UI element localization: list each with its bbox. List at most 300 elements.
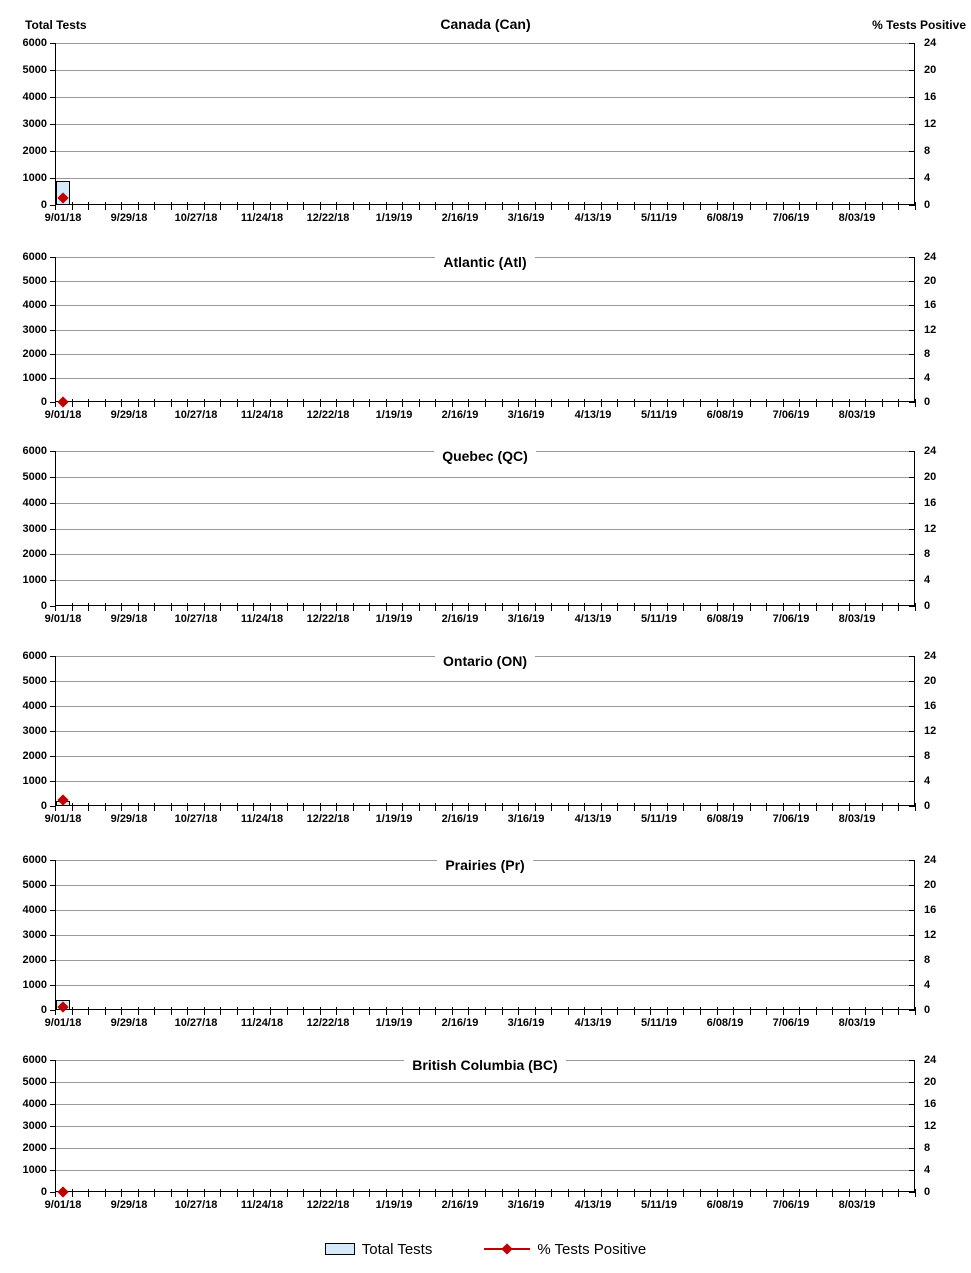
x-axis-tick <box>915 603 916 611</box>
right-axis-tick <box>909 281 915 282</box>
x-axis-tick-label: 10/27/18 <box>174 1017 218 1029</box>
x-axis-tick <box>733 202 734 210</box>
x-axis-tick <box>88 399 89 407</box>
x-axis-tick-label: 10/27/18 <box>174 409 218 421</box>
x-axis-tick <box>799 1007 800 1015</box>
x-axis-tick <box>402 1007 403 1015</box>
x-axis-tick-label: 6/08/19 <box>706 613 744 625</box>
left-axis-tick <box>50 756 55 757</box>
left-axis-tick-label: 0 <box>40 1186 47 1198</box>
x-axis-tick <box>601 202 602 210</box>
x-axis-tick-label: 10/27/18 <box>174 613 218 625</box>
x-axis-tick <box>865 202 866 210</box>
x-axis-tick <box>535 399 536 407</box>
x-axis-tick-label: 5/11/19 <box>640 613 678 625</box>
legend-label-pct-tests-positive: % Tests Positive <box>537 1240 647 1258</box>
x-axis-tick <box>204 202 205 210</box>
left-axis-line <box>55 451 56 606</box>
gridline-3000 <box>55 124 915 125</box>
x-axis-tick <box>121 803 122 811</box>
x-axis-tick <box>783 603 784 611</box>
x-axis-tick-label: 9/01/18 <box>44 813 82 825</box>
x-axis-tick <box>865 603 866 611</box>
x-axis-tick-label: 12/22/18 <box>306 409 350 421</box>
left-axis-tick-label: 1000 <box>22 372 47 384</box>
x-axis-tick <box>799 202 800 210</box>
gridline-3000 <box>55 529 915 530</box>
x-axis-tick-label: 12/22/18 <box>306 613 350 625</box>
right-axis-tick-label: 0 <box>924 1186 931 1198</box>
chart-title: Atlantic (Atl) <box>435 254 534 270</box>
left-axis-tick-label: 2000 <box>22 954 47 966</box>
left-axis-tick <box>50 70 55 71</box>
right-axis-tick <box>909 1170 915 1171</box>
x-axis-tick-label: 7/06/19 <box>772 1017 810 1029</box>
x-axis-tick <box>55 1189 56 1197</box>
x-axis-tick <box>237 803 238 811</box>
x-axis-tick-label: 9/29/18 <box>110 613 148 625</box>
x-axis-tick <box>485 1007 486 1015</box>
x-axis-tick <box>683 1189 684 1197</box>
left-axis-tick-label: 5000 <box>22 471 47 483</box>
x-axis-tick <box>121 1189 122 1197</box>
x-axis-tick <box>419 399 420 407</box>
x-axis-tick <box>667 1007 668 1015</box>
left-axis-tick-label: 5000 <box>22 675 47 687</box>
x-axis-tick <box>452 399 453 407</box>
x-axis-tick <box>865 803 866 811</box>
right-axis-tick-label: 8 <box>924 1142 931 1154</box>
gridline-6000 <box>55 43 915 44</box>
x-axis-tick <box>898 399 899 407</box>
x-axis-tick <box>601 603 602 611</box>
x-axis-tick <box>55 202 56 210</box>
left-axis-tick-label: 0 <box>40 396 47 408</box>
x-axis-tick <box>237 202 238 210</box>
x-axis-tick <box>915 803 916 811</box>
left-axis-tick <box>50 781 55 782</box>
x-axis-tick <box>849 603 850 611</box>
x-axis-tick <box>138 803 139 811</box>
x-axis-tick-label: 12/22/18 <box>306 1199 350 1211</box>
x-axis-tick <box>865 399 866 407</box>
x-axis-tick <box>402 1189 403 1197</box>
x-axis-tick <box>386 1007 387 1015</box>
x-axis-tick-label: 3/16/19 <box>507 212 545 224</box>
gridline-4000 <box>55 910 915 911</box>
left-axis-tick-label: 0 <box>40 600 47 612</box>
gridline-5000 <box>55 477 915 478</box>
x-axis-tick-label: 2/16/19 <box>441 813 479 825</box>
left-axis-tick <box>50 503 55 504</box>
gridline-5000 <box>55 681 915 682</box>
left-axis-tick-label: 4000 <box>22 497 47 509</box>
plot-area <box>22 251 937 421</box>
x-axis-tick-label: 6/08/19 <box>706 409 744 421</box>
x-axis-tick <box>502 1189 503 1197</box>
left-axis-tick-label: 3000 <box>22 725 47 737</box>
x-axis-tick-label: 9/01/18 <box>44 613 82 625</box>
left-axis-tick <box>50 97 55 98</box>
x-axis-tick <box>220 1189 221 1197</box>
x-axis-tick <box>849 803 850 811</box>
x-axis-tick <box>237 399 238 407</box>
x-axis-tick <box>88 202 89 210</box>
x-axis-tick <box>898 603 899 611</box>
right-axis-tick <box>909 1104 915 1105</box>
gridline-3000 <box>55 731 915 732</box>
x-axis-tick <box>535 202 536 210</box>
x-axis-tick <box>452 1007 453 1015</box>
right-axis-tick <box>909 756 915 757</box>
x-axis-tick-label: 8/03/19 <box>838 1199 876 1211</box>
x-axis-tick <box>750 399 751 407</box>
left-axis-tick-label: 5000 <box>22 275 47 287</box>
gridline-1000 <box>55 378 915 379</box>
x-axis-tick <box>898 1189 899 1197</box>
x-axis-tick <box>270 1007 271 1015</box>
x-axis-tick <box>353 202 354 210</box>
x-axis-tick <box>551 202 552 210</box>
x-axis-tick <box>369 1189 370 1197</box>
x-axis-tick <box>353 803 354 811</box>
x-axis-tick <box>121 399 122 407</box>
x-axis-tick <box>518 603 519 611</box>
x-axis-tick <box>882 399 883 407</box>
x-axis-tick <box>121 202 122 210</box>
x-axis-tick <box>518 1007 519 1015</box>
x-axis-tick-label: 4/13/19 <box>574 1017 612 1029</box>
gridline-2000 <box>55 354 915 355</box>
right-axis-tick <box>909 43 915 44</box>
left-axis-tick-label: 5000 <box>22 879 47 891</box>
x-axis-tick <box>121 603 122 611</box>
x-axis-tick <box>386 399 387 407</box>
x-axis-tick <box>303 603 304 611</box>
x-axis-tick <box>468 1007 469 1015</box>
x-axis-tick <box>320 399 321 407</box>
right-axis-tick-label: 20 <box>924 1076 937 1088</box>
x-axis-tick-label: 9/29/18 <box>110 1199 148 1211</box>
diamond-marker-icon <box>502 1243 513 1254</box>
right-axis-tick <box>909 178 915 179</box>
x-axis-tick <box>72 1189 73 1197</box>
x-axis-tick <box>535 1007 536 1015</box>
left-axis-tick-label: 2000 <box>22 750 47 762</box>
x-axis-tick <box>617 603 618 611</box>
x-axis-tick <box>270 202 271 210</box>
left-axis-tick <box>50 1104 55 1105</box>
x-axis-tick <box>915 1189 916 1197</box>
right-axis-title: % Tests Positive <box>872 18 966 32</box>
x-axis-tick <box>353 603 354 611</box>
gridline-1000 <box>55 781 915 782</box>
right-axis-tick <box>909 70 915 71</box>
right-axis-tick-label: 0 <box>924 600 931 612</box>
x-axis-tick <box>584 202 585 210</box>
gridline-2000 <box>55 1148 915 1149</box>
x-axis-tick-label: 2/16/19 <box>441 1017 479 1029</box>
x-axis-tick-label: 1/19/19 <box>375 1017 413 1029</box>
x-axis-tick <box>154 1189 155 1197</box>
chart-ontario-on <box>0 650 971 828</box>
left-axis-line <box>55 860 56 1010</box>
right-axis-tick-label: 12 <box>924 523 937 535</box>
line-diamond-swatch-icon <box>484 1248 530 1250</box>
x-axis-tick-label: 8/03/19 <box>838 212 876 224</box>
gridline-5000 <box>55 281 915 282</box>
x-axis-tick <box>783 1007 784 1015</box>
x-axis-tick <box>849 399 850 407</box>
x-axis-tick <box>733 603 734 611</box>
x-axis-tick <box>386 202 387 210</box>
x-axis-tick <box>816 603 817 611</box>
x-axis-tick <box>502 399 503 407</box>
x-axis-tick <box>551 399 552 407</box>
x-axis-tick <box>287 1189 288 1197</box>
chart-title: Quebec (QC) <box>434 448 536 464</box>
left-axis-tick-label: 0 <box>40 199 47 211</box>
left-axis-line <box>55 43 56 205</box>
gridline-4000 <box>55 503 915 504</box>
x-axis-tick <box>601 1007 602 1015</box>
x-axis-tick <box>187 202 188 210</box>
x-axis-tick <box>584 603 585 611</box>
x-axis-tick <box>733 1007 734 1015</box>
x-axis-tick <box>105 202 106 210</box>
x-axis-tick-label: 6/08/19 <box>706 212 744 224</box>
x-axis-tick <box>535 603 536 611</box>
x-axis-tick <box>667 399 668 407</box>
left-axis-tick-label: 6000 <box>22 251 47 263</box>
left-axis-tick-label: 3000 <box>22 324 47 336</box>
x-axis-tick <box>105 399 106 407</box>
x-axis-tick-label: 4/13/19 <box>574 613 612 625</box>
x-axis-tick <box>634 603 635 611</box>
x-axis-tick <box>783 1189 784 1197</box>
x-axis-tick <box>617 803 618 811</box>
x-axis-tick <box>220 603 221 611</box>
x-axis-tick <box>551 1007 552 1015</box>
gridline-3000 <box>55 330 915 331</box>
x-axis-tick <box>353 1189 354 1197</box>
x-axis-tick <box>717 603 718 611</box>
left-axis-tick-label: 2000 <box>22 548 47 560</box>
x-axis-tick <box>832 803 833 811</box>
x-axis-tick <box>187 1189 188 1197</box>
x-axis-tick <box>171 1189 172 1197</box>
chart-title-wrap <box>55 653 915 671</box>
right-axis-tick-label: 16 <box>924 700 937 712</box>
x-axis-tick-label: 7/06/19 <box>772 1199 810 1211</box>
x-axis-tick-label: 2/16/19 <box>441 212 479 224</box>
x-axis-tick <box>468 803 469 811</box>
right-axis-tick <box>909 151 915 152</box>
x-axis-tick-label: 4/13/19 <box>574 813 612 825</box>
left-axis-tick-label: 6000 <box>22 1054 47 1066</box>
right-axis-tick-label: 4 <box>924 574 931 586</box>
x-axis-tick-label: 8/03/19 <box>838 613 876 625</box>
right-axis-tick-label: 20 <box>924 275 937 287</box>
x-axis-tick <box>485 1189 486 1197</box>
x-axis-tick <box>650 603 651 611</box>
x-axis-tick <box>105 1189 106 1197</box>
x-axis-tick <box>121 1007 122 1015</box>
x-axis-tick <box>915 1007 916 1015</box>
x-axis-tick <box>502 202 503 210</box>
x-axis-tick-label: 3/16/19 <box>507 409 545 421</box>
x-axis-tick <box>270 1189 271 1197</box>
x-axis-tick <box>270 803 271 811</box>
x-axis-tick-label: 9/01/18 <box>44 1017 82 1029</box>
x-axis-tick <box>634 1007 635 1015</box>
left-axis-tick-label: 3000 <box>22 118 47 130</box>
gridline-1000 <box>55 580 915 581</box>
x-axis-tick-label: 1/19/19 <box>375 1199 413 1211</box>
x-axis-tick <box>435 1189 436 1197</box>
diamond-marker-pct-positive <box>57 396 68 407</box>
x-axis-tick <box>220 803 221 811</box>
x-axis-tick <box>320 603 321 611</box>
x-axis-tick <box>88 1189 89 1197</box>
x-axis-tick <box>253 1007 254 1015</box>
x-axis-tick <box>849 1189 850 1197</box>
left-axis-tick-label: 1000 <box>22 574 47 586</box>
diamond-marker-pct-positive <box>57 1186 68 1197</box>
x-axis-tick <box>617 1007 618 1015</box>
x-axis-tick <box>154 603 155 611</box>
right-axis-tick-label: 24 <box>924 1054 937 1066</box>
x-axis-tick-label: 5/11/19 <box>640 813 678 825</box>
x-axis-tick <box>72 803 73 811</box>
x-axis-tick <box>402 603 403 611</box>
x-axis-tick <box>154 202 155 210</box>
x-axis-tick <box>402 803 403 811</box>
x-axis-tick <box>568 803 569 811</box>
x-axis-tick <box>468 1189 469 1197</box>
x-axis-tick-label: 7/06/19 <box>772 813 810 825</box>
x-axis-tick <box>270 603 271 611</box>
left-axis-tick-label: 6000 <box>22 37 47 49</box>
x-axis-tick <box>700 1189 701 1197</box>
x-axis-tick <box>204 1189 205 1197</box>
x-axis-tick <box>287 202 288 210</box>
right-axis-tick-label: 16 <box>924 91 937 103</box>
x-axis-tick <box>419 202 420 210</box>
x-axis-tick-label: 1/19/19 <box>375 613 413 625</box>
x-axis-tick <box>435 202 436 210</box>
x-axis-tick <box>138 1189 139 1197</box>
gridline-2000 <box>55 151 915 152</box>
x-axis-tick-label: 3/16/19 <box>507 613 545 625</box>
x-axis-tick <box>336 1189 337 1197</box>
right-axis-tick <box>909 706 915 707</box>
x-axis-tick-label: 5/11/19 <box>640 212 678 224</box>
right-axis-tick-label: 12 <box>924 1120 937 1132</box>
x-axis-tick <box>750 202 751 210</box>
x-axis-tick <box>419 1189 420 1197</box>
x-axis-tick <box>402 399 403 407</box>
right-axis-tick <box>909 781 915 782</box>
x-axis-tick-label: 4/13/19 <box>574 212 612 224</box>
left-axis-tick <box>50 124 55 125</box>
x-axis-tick <box>799 603 800 611</box>
x-axis-tick-label: 6/08/19 <box>706 1017 744 1029</box>
right-axis-tick-label: 16 <box>924 299 937 311</box>
x-axis-tick <box>154 1007 155 1015</box>
right-axis-tick-label: 16 <box>924 904 937 916</box>
x-axis-tick <box>601 1189 602 1197</box>
right-axis-tick-label: 12 <box>924 118 937 130</box>
plot-area <box>22 445 937 625</box>
x-axis-tick <box>832 1007 833 1015</box>
left-axis-tick <box>50 281 55 282</box>
x-axis-tick <box>832 399 833 407</box>
right-axis-tick <box>909 477 915 478</box>
right-axis-tick-label: 8 <box>924 548 931 560</box>
left-axis-tick-label: 0 <box>40 1004 47 1016</box>
x-axis-tick <box>502 803 503 811</box>
x-axis-tick <box>766 803 767 811</box>
right-axis-tick-label: 4 <box>924 1164 931 1176</box>
chart-quebec-qc <box>0 445 971 628</box>
right-axis-tick-label: 24 <box>924 854 937 866</box>
x-axis-tick <box>634 202 635 210</box>
left-axis-tick <box>50 529 55 530</box>
x-axis-tick-label: 7/06/19 <box>772 212 810 224</box>
x-axis-tick <box>667 202 668 210</box>
x-axis-tick-label: 1/19/19 <box>375 813 413 825</box>
charts-container <box>0 14 971 1214</box>
x-axis-tick-label: 3/16/19 <box>507 1017 545 1029</box>
x-axis-tick <box>72 202 73 210</box>
x-axis-tick <box>105 603 106 611</box>
left-axis-tick-label: 5000 <box>22 1076 47 1088</box>
left-axis-tick-label: 2000 <box>22 348 47 360</box>
plot-area <box>22 650 937 825</box>
x-axis-tick-label: 7/06/19 <box>772 613 810 625</box>
right-axis-tick-label: 12 <box>924 324 937 336</box>
x-axis-tick <box>386 603 387 611</box>
x-axis-tick <box>882 603 883 611</box>
left-axis-tick-label: 0 <box>40 800 47 812</box>
x-axis-tick <box>766 1189 767 1197</box>
x-axis-tick <box>617 202 618 210</box>
gridline-1000 <box>55 985 915 986</box>
x-axis-tick-label: 11/24/18 <box>240 613 284 625</box>
x-axis-tick <box>502 1007 503 1015</box>
x-axis-tick <box>72 399 73 407</box>
x-axis-tick <box>650 202 651 210</box>
x-axis-tick <box>717 1007 718 1015</box>
gridline-2000 <box>55 554 915 555</box>
x-axis-tick <box>915 399 916 407</box>
right-axis-tick-label: 4 <box>924 372 931 384</box>
left-axis-tick <box>50 1082 55 1083</box>
x-axis-tick <box>650 399 651 407</box>
left-axis-tick <box>50 1148 55 1149</box>
legend-item-total-tests <box>325 1241 433 1258</box>
x-axis-tick <box>700 603 701 611</box>
x-axis-tick <box>650 1189 651 1197</box>
x-axis-tick <box>551 803 552 811</box>
x-axis-tick <box>700 1007 701 1015</box>
chart-canada-can <box>0 14 971 227</box>
gridline-4000 <box>55 1104 915 1105</box>
x-axis-tick <box>204 803 205 811</box>
left-axis-tick-label: 1000 <box>22 1164 47 1176</box>
x-axis-tick <box>882 1007 883 1015</box>
